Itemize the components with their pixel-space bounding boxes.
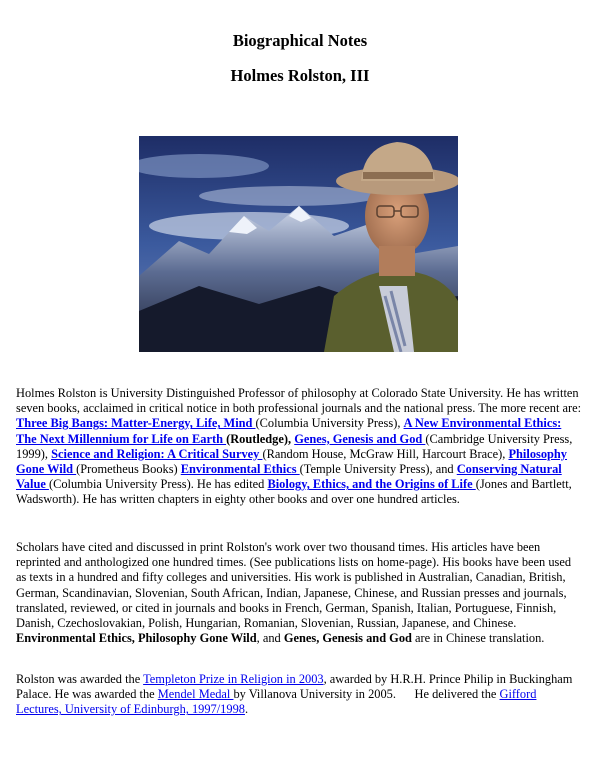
bio-paragraph-citations — [16, 540, 584, 646]
bio-paragraph-awards — [16, 672, 584, 718]
portrait-photo — [139, 136, 458, 352]
link-environmental-ethics[interactable]: Environmental Ethics — [180, 462, 300, 477]
text-segment: Scholars have cited and discussed in print Rolston's work over two thousand times. His articles have been reprinted and anthologized one hundred times. (See publications lists on home-page). His books have been used as texts in a hundred and fifty colleges and universities. His work is published in Australian, Canadian, British, German, Scandinavian, Slovenian, South African, Indian, Japanese, Chinese, and Russian presses and journals, translated, reviewed, or cited in journals and books in French, German, Spanish, Italian, Portuguese, Finnish, Danish, Czechoslovakian, Polish, Hungarian, Romanian, Slovenian, Russian, Japanese, and Chinese. — [16, 540, 572, 631]
link-genes-genesis-god[interactable]: Genes, Genesis and God — [294, 431, 426, 446]
text-segment: (Columbia University Press). He has edited — [48, 477, 268, 492]
text-segment: . — [244, 702, 249, 717]
translated-titles: Environmental Ethics, Philosophy Gone Wild — [16, 631, 257, 646]
link-gifford-lectures[interactable]: Gifford Lectures, University of Edinburgh, 1997/1998 — [16, 687, 537, 717]
text-segment: Rolston was awarded the — [16, 672, 144, 686]
text-segment: Holmes Rolston is University Distinguished Professor of philosophy at Colorado State University. He has written seven books, acclaimed in critical notice in both professional journals and the national press. The more recent are: — [16, 386, 582, 416]
text-segment: (Cambridge University Press, 1999), — [16, 431, 573, 461]
text-segment: (Random House, McGraw Hill, Harcourt Brace), — [262, 446, 509, 461]
text-segment: are in Chinese translation. — [411, 631, 545, 646]
text-segment: , awarded by H.R.H. Prince Philip in Buckingham Palace. He was awarded the — [16, 672, 573, 702]
link-templeton-prize[interactable]: Templeton Prize in Religion in 2003 — [143, 672, 324, 686]
publisher-routledge: (Routledge), — [226, 431, 292, 446]
text-segment: (Temple University Press), and — [299, 462, 457, 477]
author-name: Holmes Rolston, III — [230, 66, 370, 85]
text-segment: (Prometheus Books) — [76, 462, 181, 477]
link-philosophy-gone-wild[interactable]: Philosophy Gone Wild — [16, 446, 568, 477]
link-three-big-bangs[interactable]: Three Big Bangs: Matter-Energy, Life, Mind — [16, 416, 256, 431]
link-science-and-religion[interactable]: Science and Religion: A Critical Survey — [51, 446, 263, 461]
page-title: Biographical Notes — [232, 31, 368, 50]
text-segment: by Villanova University in 2005. He delivered the — [233, 687, 500, 702]
text-segment: (Jones and Bartlett, Wadsworth). He has written chapters in eighty other books and over one hundred articles. — [16, 477, 572, 507]
link-mendel-medal[interactable]: Mendel Medal — [157, 687, 234, 702]
link-new-environmental-ethics[interactable]: A New Environmental Ethics: The Next Millennium for Life on Earth — [16, 416, 562, 446]
link-biology-ethics-origins[interactable]: Biology, Ethics, and the Origins of Life — [267, 477, 476, 492]
link-conserving-natural-value[interactable]: Conserving Natural Value — [16, 462, 562, 492]
text-segment: , and — [256, 631, 284, 646]
text-segment: (Columbia University Press), — [255, 416, 404, 431]
bio-paragraph-books — [16, 386, 584, 508]
translated-title: Genes, Genesis and God — [283, 631, 412, 646]
